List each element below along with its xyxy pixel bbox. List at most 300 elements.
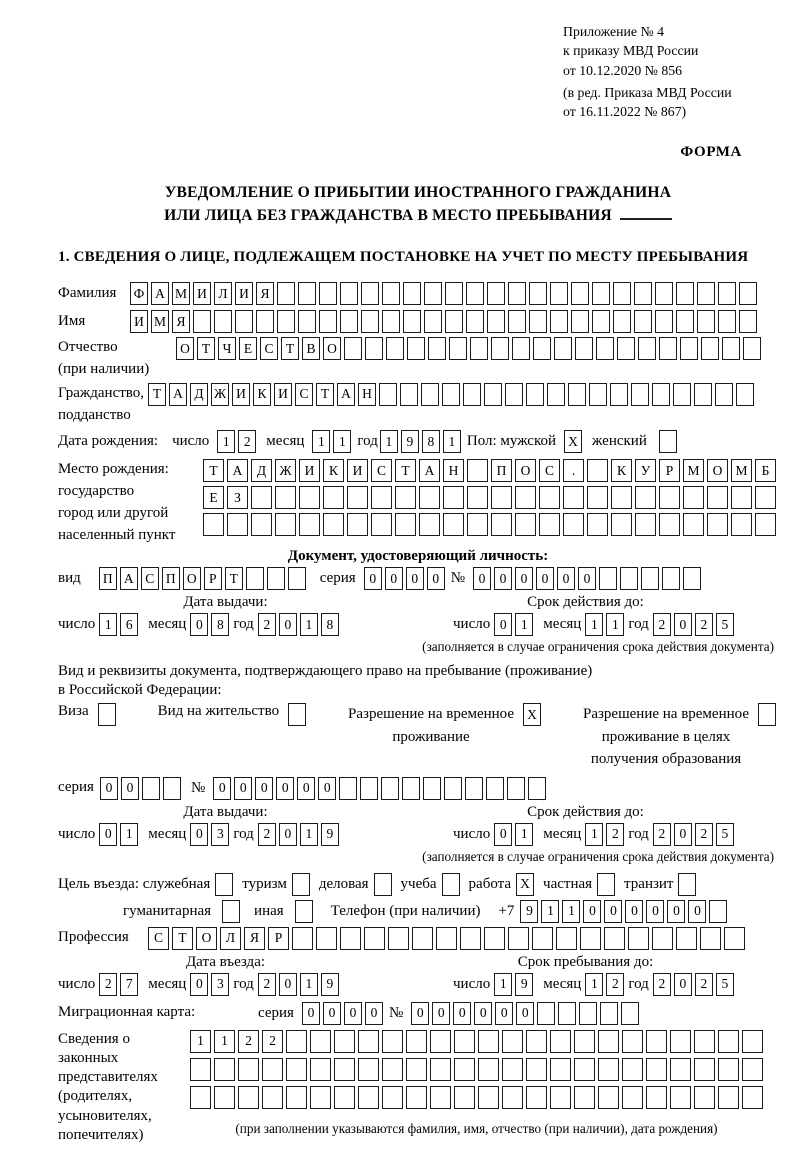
form-cell [673, 383, 691, 406]
form-cell [635, 486, 656, 509]
form-cell: 2 [695, 823, 713, 846]
form-cell [454, 1030, 475, 1053]
form-cell [382, 310, 400, 333]
form-cell [430, 1030, 451, 1053]
form-cell: 1 [120, 823, 138, 846]
form-cell [598, 1086, 619, 1109]
form-cell: 2 [238, 1030, 259, 1053]
month-label: месяц [543, 825, 582, 842]
form-cell [395, 513, 416, 536]
form-cell [470, 337, 488, 360]
form-cell: 1 [217, 430, 235, 453]
mk-series-cells [302, 1002, 383, 1025]
visa-label: Виза [58, 703, 89, 720]
form-cell [460, 927, 481, 950]
form-cell: . [563, 459, 584, 482]
form-cell [238, 1058, 259, 1081]
form-cell: Л [220, 927, 241, 950]
form-cell: И [274, 383, 292, 406]
form-cell [718, 282, 736, 305]
form-cell: Я [244, 927, 265, 950]
form-cell: 0 [625, 900, 643, 923]
form-cell [487, 310, 505, 333]
form-cell: Е [239, 337, 257, 360]
form-cell: 1 [312, 430, 330, 453]
form-cell [478, 1058, 499, 1081]
form-cell: 8 [211, 613, 229, 636]
form-cell: У [635, 459, 656, 482]
form-cell: 2 [238, 430, 256, 453]
form-cell [655, 282, 673, 305]
form-cell [505, 383, 523, 406]
year-label: год [233, 616, 254, 633]
mk-number-cells [411, 1002, 639, 1025]
form-cell [694, 1030, 715, 1053]
representatives-cells-row3 [190, 1086, 763, 1109]
form-cell [190, 1058, 211, 1081]
entry-dates-row [58, 973, 778, 996]
form-cell: Я [172, 310, 190, 333]
doc-issue-date-label: Дата выдачи: [183, 594, 268, 611]
form-cell [407, 337, 425, 360]
form-cell [430, 1086, 451, 1109]
month-label: месяц [543, 975, 582, 992]
permit-number-cells [213, 777, 546, 800]
form-cell: 9 [321, 973, 339, 996]
form-cell [641, 567, 659, 590]
form-cell: О [183, 567, 201, 590]
form-cell: 7 [120, 973, 138, 996]
form-cell [547, 383, 565, 406]
permit-expiry-day-cells [494, 823, 533, 846]
given-name-row [58, 310, 778, 333]
form-cell [587, 486, 608, 509]
form-cell [467, 513, 488, 536]
form-cell [339, 777, 357, 800]
form-cell: 1 [333, 430, 351, 453]
doc-number-label: № [450, 570, 465, 587]
form-cell [631, 383, 649, 406]
form-cell [731, 513, 752, 536]
doc-date-headers [58, 594, 778, 611]
form-cell [680, 337, 698, 360]
form-cell [676, 927, 697, 950]
form-cell [550, 1058, 571, 1081]
form-cell [361, 282, 379, 305]
form-cell [403, 282, 421, 305]
form-cell [634, 282, 652, 305]
form-cell [334, 1086, 355, 1109]
form-cell [622, 1058, 643, 1081]
form-cell [539, 486, 560, 509]
form-cell [724, 927, 745, 950]
form-cell [683, 513, 704, 536]
form-cell [463, 383, 481, 406]
form-cell: 3 [211, 973, 229, 996]
form-cell: 0 [234, 777, 252, 800]
form-cell [214, 1086, 235, 1109]
form-cell: 0 [99, 823, 117, 846]
doc-issue-day-cells [99, 613, 138, 636]
form-cell: Я [256, 282, 274, 305]
form-cell: 1 [515, 823, 533, 846]
form-cell [529, 310, 547, 333]
form-cell [502, 1086, 523, 1109]
form-cell [604, 927, 625, 950]
form-cell [478, 1030, 499, 1053]
form-cell [610, 383, 628, 406]
form-cell [739, 282, 757, 305]
form-cell [215, 873, 233, 896]
form-cell [251, 486, 272, 509]
form-cell: 2 [653, 973, 671, 996]
doc-valid-until-label: Срок действия до: [527, 594, 644, 611]
form-cell [382, 1086, 403, 1109]
form-cell [371, 486, 392, 509]
form-cell [550, 1086, 571, 1109]
permit-type-row [58, 703, 778, 771]
form-title [58, 181, 778, 228]
citizenship-row [58, 383, 778, 427]
form-cell [701, 337, 719, 360]
birthplace-cells-row2 [203, 486, 776, 509]
profession-label: Профессия [58, 929, 129, 946]
form-cell: 2 [258, 973, 276, 996]
form-cell [574, 1030, 595, 1053]
form-cell [382, 1030, 403, 1053]
form-cell: 0 [411, 1002, 429, 1025]
form-cell: М [683, 459, 704, 482]
form-cell [596, 337, 614, 360]
form-cell: 6 [120, 613, 138, 636]
stay-day-cells [494, 973, 533, 996]
form-cell: Р [204, 567, 222, 590]
day-label: число [172, 433, 210, 450]
form-cell [638, 337, 656, 360]
form-cell [423, 777, 441, 800]
form-cell: Т [148, 383, 166, 406]
form-cell [575, 337, 593, 360]
form-cell [310, 1086, 331, 1109]
form-cell [286, 1030, 307, 1053]
form-cell: А [169, 383, 187, 406]
form-cell [592, 282, 610, 305]
form-cell [382, 1058, 403, 1081]
form-cell: О [515, 459, 536, 482]
form-cell [731, 486, 752, 509]
form-cell [743, 337, 761, 360]
form-cell: К [611, 459, 632, 482]
migration-card-row [58, 1002, 778, 1025]
doc-kind-cells [99, 567, 306, 590]
form-cell [563, 486, 584, 509]
form-cell: 5 [716, 823, 734, 846]
form-cell: X [516, 873, 534, 896]
form-cell [611, 513, 632, 536]
document-reference [563, 22, 778, 122]
form-cell: 0 [494, 823, 512, 846]
permit-expiry-date-group [453, 823, 734, 846]
temp-permit-edu-option [583, 703, 776, 771]
form-cell [579, 1002, 597, 1025]
form-cell: 8 [422, 430, 440, 453]
form-cell: 0 [255, 777, 273, 800]
patronymic-cells [176, 337, 761, 360]
entry-month-cells [190, 973, 229, 996]
form-cell [454, 1058, 475, 1081]
sex-male-checkbox [564, 430, 582, 453]
doc-expiry-year-cells [653, 613, 734, 636]
form-cell [659, 486, 680, 509]
form-cell [419, 513, 440, 536]
form-cell [421, 383, 439, 406]
form-cell: 0 [344, 1002, 362, 1025]
form-cell: Ж [275, 459, 296, 482]
form-cell: Ж [211, 383, 229, 406]
purpose-official-label: Цель въезда: служебная [58, 875, 211, 892]
form-cell [323, 486, 344, 509]
form-cell [617, 337, 635, 360]
form-cell [707, 486, 728, 509]
form-cell: 0 [121, 777, 139, 800]
reference-line: к приказу МВД России [563, 43, 699, 59]
form-cell [597, 873, 615, 896]
form-cell [238, 1086, 259, 1109]
mk-number-label: № [388, 1004, 404, 1021]
form-cell: 0 [474, 1002, 492, 1025]
doc-issue-date-group [58, 613, 393, 636]
form-cell [659, 430, 677, 453]
form-cell [288, 567, 306, 590]
form-cell: 0 [674, 823, 692, 846]
entry-year-cells [258, 973, 339, 996]
form-cell [388, 927, 409, 950]
form-cell: 1 [214, 1030, 235, 1053]
doc-validity-note: (заполняется в случае ограничения срока действия документа) [422, 639, 774, 655]
form-cell [360, 777, 378, 800]
form-cell [444, 777, 462, 800]
form-cell [580, 927, 601, 950]
form-cell [512, 337, 530, 360]
form-title-line1: УВЕДОМЛЕНИЕ О ПРИБЫТИИ ИНОСТРАННОГО ГРАЖДАНИНА [164, 183, 672, 201]
form-cell [374, 873, 392, 896]
permit-series-cells [100, 777, 181, 800]
representatives-label: Сведения о законных представителях (родителях, усыновителях, попечителях) [58, 1030, 158, 1143]
form-cell: Ч [218, 337, 236, 360]
form-cell [718, 1058, 739, 1081]
purpose-tourism-option: туризм [242, 873, 310, 896]
form-cell [758, 703, 776, 726]
form-cell [361, 310, 379, 333]
purpose-humanitarian-option: гуманитарная [123, 900, 240, 923]
form-cell: 0 [100, 777, 118, 800]
form-cell: 2 [695, 973, 713, 996]
form-cell [246, 567, 264, 590]
form-cell: 1 [606, 613, 624, 636]
form-cell [340, 310, 358, 333]
form-cell [424, 310, 442, 333]
form-cell: В [302, 337, 320, 360]
form-cell [465, 777, 483, 800]
sex-male-label: Пол: мужской [466, 433, 557, 450]
form-cell [222, 900, 240, 923]
form-cell [676, 310, 694, 333]
form-cell [646, 1058, 667, 1081]
form-cell [722, 337, 740, 360]
form-cell [508, 310, 526, 333]
form-cell: 1 [515, 613, 533, 636]
day-label: число [453, 616, 491, 633]
form-cell [571, 282, 589, 305]
form-cell: 0 [190, 613, 208, 636]
form-cell [739, 310, 757, 333]
form-cell [700, 927, 721, 950]
form-cell [709, 900, 727, 923]
form-cell: М [151, 310, 169, 333]
mk-series-label: серия [258, 1004, 294, 1021]
form-cell: Т [203, 459, 224, 482]
form-cell: И [193, 282, 211, 305]
form-cell: С [371, 459, 392, 482]
form-cell [298, 310, 316, 333]
form-cell [502, 1058, 523, 1081]
form-cell: 1 [494, 973, 512, 996]
form-cell [554, 337, 572, 360]
doc-series-label: серия [319, 570, 356, 587]
form-cell: Е [203, 486, 224, 509]
form-cell [267, 567, 285, 590]
citizenship-label: Гражданство, подданство [58, 384, 145, 423]
profession-cells [148, 927, 745, 950]
form-cell [533, 337, 551, 360]
form-cell: 0 [494, 613, 512, 636]
form-cell: 1 [300, 613, 318, 636]
form-cell [214, 310, 232, 333]
representatives-cells-row2 [190, 1058, 763, 1081]
form-cell [214, 1058, 235, 1081]
form-cell [515, 513, 536, 536]
form-cell [275, 486, 296, 509]
doc-issue-year-cells [258, 613, 339, 636]
form-cell [755, 513, 776, 536]
form-cell [402, 777, 420, 800]
form-cell: Т [172, 927, 193, 950]
form-cell [163, 777, 181, 800]
form-cell [430, 1058, 451, 1081]
day-label: число [58, 616, 96, 633]
form-cell [347, 486, 368, 509]
form-cell [381, 777, 399, 800]
form-cell: 2 [99, 973, 117, 996]
form-cell [310, 1058, 331, 1081]
citizenship-cells [148, 383, 754, 406]
form-cell [678, 873, 696, 896]
form-cell: 2 [258, 613, 276, 636]
purpose-private-checkbox [597, 873, 615, 896]
form-cell [742, 1086, 763, 1109]
form-cell [251, 513, 272, 536]
form-cell [364, 927, 385, 950]
purpose-private-option: частная [543, 873, 615, 896]
form-cell [436, 927, 457, 950]
form-cell: 1 [300, 973, 318, 996]
form-cell [611, 486, 632, 509]
permit-issue-day-cells [99, 823, 138, 846]
permit-issue-year-cells [258, 823, 339, 846]
form-cell [550, 282, 568, 305]
form-cell [298, 282, 316, 305]
form-cell: 0 [213, 777, 231, 800]
form-cell: 0 [453, 1002, 471, 1025]
birth-month-cells [312, 430, 351, 453]
form-cell [292, 927, 313, 950]
form-cell [98, 703, 116, 726]
birthplace-cells-row3 [203, 513, 776, 536]
form-cell [277, 282, 295, 305]
form-cell: О [176, 337, 194, 360]
permit-issue-month-cells [190, 823, 229, 846]
form-cell [371, 513, 392, 536]
temp-permit-edu-label: Разрешение на временное проживание в целях получения образования [583, 706, 749, 768]
purpose-humanitarian-checkbox [222, 900, 240, 923]
form-cell: 0 [297, 777, 315, 800]
form-cell: 0 [473, 567, 491, 590]
form-cell [203, 513, 224, 536]
form-cell: Т [316, 383, 334, 406]
form-cell [628, 927, 649, 950]
reference-line: от 10.12.2020 № 856 [563, 62, 683, 78]
permit-validity-note: (заполняется в случае ограничения срока действия документа) [422, 848, 774, 864]
doc-expiry-month-cells [585, 613, 624, 636]
form-cell [515, 486, 536, 509]
stay-doc-text-2: в Российской Федерации: [58, 682, 222, 699]
purpose-study-checkbox [442, 873, 460, 896]
form-cell: И [347, 459, 368, 482]
doc-dates-row [58, 613, 778, 636]
form-cell [299, 513, 320, 536]
form-cell: 2 [695, 613, 713, 636]
form-cell: 5 [716, 973, 734, 996]
form-cell [235, 310, 253, 333]
month-label: месяц [543, 616, 582, 633]
form-cell [406, 1030, 427, 1053]
phone-prefix: +7 [498, 902, 515, 919]
form-cell [652, 927, 673, 950]
form-cell [620, 567, 638, 590]
form-cell: 9 [520, 900, 538, 923]
form-cell [486, 777, 504, 800]
form-cell: 9 [321, 823, 339, 846]
form-cell [652, 383, 670, 406]
permit-expiry-year-cells [653, 823, 734, 846]
form-cell [558, 1002, 576, 1025]
doc-kind-label: вид [58, 569, 81, 586]
form-cell [316, 927, 337, 950]
form-cell: М [731, 459, 752, 482]
form-cell [292, 873, 310, 896]
form-cell: А [419, 459, 440, 482]
form-cell [484, 383, 502, 406]
purpose-study-option: учеба [401, 873, 460, 896]
permit-series-row [58, 777, 778, 800]
form-cell: 0 [279, 613, 297, 636]
form-cell [491, 337, 509, 360]
form-cell [382, 282, 400, 305]
form-cell: П [162, 567, 180, 590]
form-cell: О [323, 337, 341, 360]
form-cell: И [299, 459, 320, 482]
form-cell [676, 282, 694, 305]
